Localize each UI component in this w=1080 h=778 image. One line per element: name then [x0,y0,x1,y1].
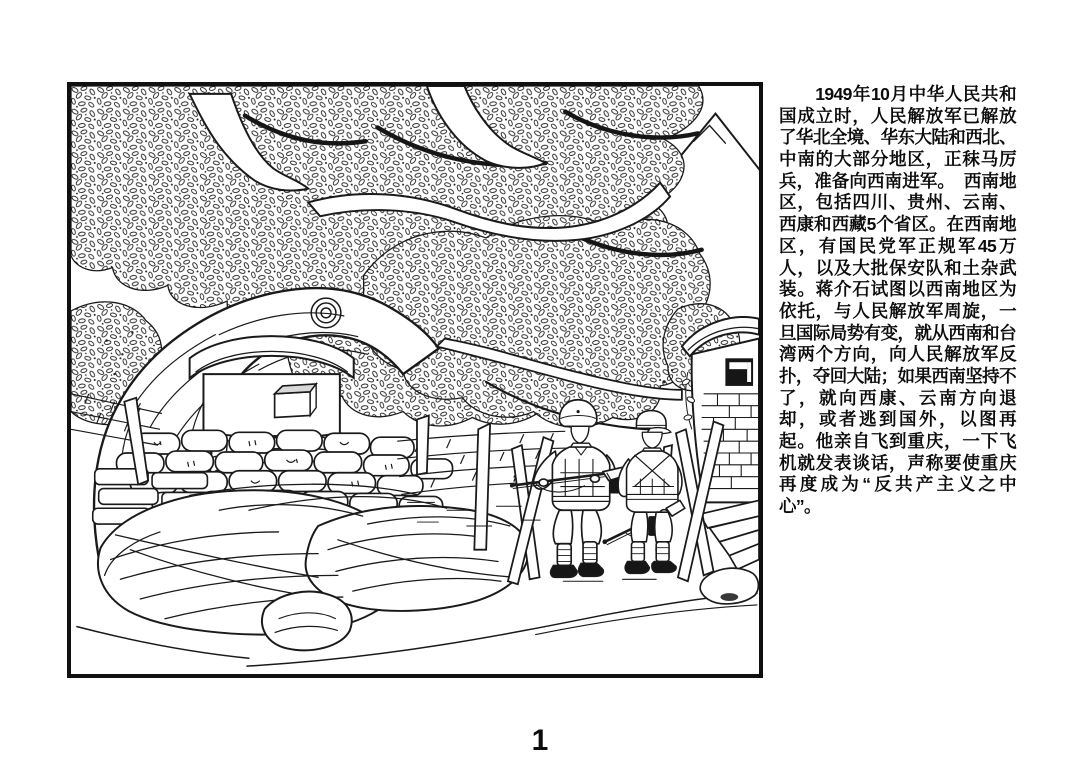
caption-line: 兵，准备向西南进军。 西南地 [779,170,1016,191]
shoe [625,562,649,574]
caption-line: 起。他亲自飞到重庆，一下飞 [779,431,1016,451]
left-leg [553,510,572,544]
caption-line: 1949年10月中华人民共和 [779,84,1016,104]
caption-line: 中南的大部分地区，正秣马厉 [779,149,1016,170]
caption-line: 湾两个方向，向人民解放军反 [779,344,1016,365]
illustration [71,86,759,674]
pillbox-box [275,384,317,418]
caption-line: 了，就向西康、云南方向退 [779,387,1016,408]
right-leg [582,510,602,544]
caption-line: 人，以及大批保安队和土杂武 [779,257,1016,278]
page-number: 1 [531,724,549,757]
shoe [652,562,676,573]
caption-text [779,84,1016,518]
caption-line: 了华北全境、华东大陆和西北、 [779,127,1016,148]
puttees [557,542,597,566]
caption-line: 旦国际局势有变，就从西南和台 [779,322,1016,343]
haystacks [98,484,528,650]
caption-line: 依托，与人民解放军周旋，一 [779,300,1016,321]
caption-line: 装。蒋介石试图以西南地区为 [779,279,1016,300]
puttees [631,542,669,562]
caption-line: 区，有国民党军正规军45万 [779,235,1016,256]
caption-line: 心”。 [779,496,821,517]
boot [551,565,577,577]
boot [579,564,604,577]
caption-line: 区，包括四川、贵州、云南、 [779,192,1016,213]
caption-line: 西康和西藏5个省区。在西南地 [779,214,1016,235]
caption-line: 机就发表谈话，声称要使重庆 [779,452,1016,473]
caption-line: 再度成为“反共产主义之中 [779,474,1016,495]
boulder [262,592,352,651]
firing-slit [725,358,753,386]
caption-line: 扑，夺回大陆；如果西南坚持不 [779,365,1016,386]
caption-line: 国成立时，人民解放军已解放 [779,105,1016,126]
caption-line: 却，或者逃到国外，以图再 [779,409,1016,430]
comic-panel [67,82,763,678]
